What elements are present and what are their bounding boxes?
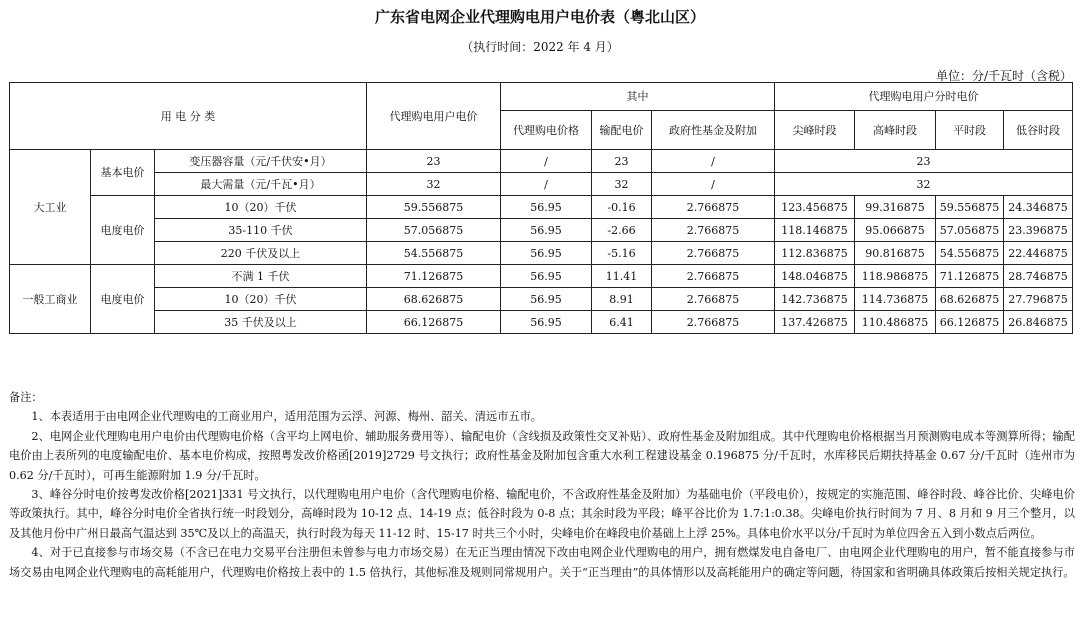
cell-transmission: 6.41 [592,311,652,334]
row-label: 220 千伏及以上 [155,242,367,265]
table-row [10,242,1073,265]
cell-valley: 27.796875 [1004,288,1073,311]
header-category: 用 电 分 类 [10,83,367,150]
cell-user-price: 68.626875 [367,288,501,311]
cell-fund: 2.766875 [652,288,775,311]
cell-transmission: 32 [592,173,652,196]
note-item-4: 4、对于已直接参与市场交易（不含已在电力交易平台注册但未曾参与电力市场交易）在无正当理由情况下改由电网企业代理购电的用户，拥有燃煤发电自备电厂、由电网企业代理购电的用户，暂不能直接参与市场交易由电网企业代理购电的高耗能用户，代理购电价格按上表中的 1.5 倍执行，其他标准及规则同常规用户。关于“正当理由”的具体情形以及高耗能用户的确定等问题，待国家和省明确具体政策后按相关规定执行。 [9,546,1075,579]
cell-flat: 66.126875 [936,311,1004,334]
cell-transmission: -5.16 [592,242,652,265]
row-label: 最大需量（元/千瓦•月） [155,173,367,196]
cell-flat: 68.626875 [936,288,1004,311]
cell-valley: 26.846875 [1004,311,1073,334]
cell-valley: 23.396875 [1004,219,1073,242]
cell-fund: 2.766875 [652,196,775,219]
row-label: 变压器容量（元/千伏安•月） [155,150,367,173]
cell-flat: 59.556875 [936,196,1004,219]
cell-fund: / [652,150,775,173]
cell-flat: 57.056875 [936,219,1004,242]
row-label: 35-110 千伏 [155,219,367,242]
header-flat: 平时段 [936,111,1004,150]
cell-peak: 114.736875 [855,288,936,311]
cell-peak-sharp: 148.046875 [775,265,855,288]
cell-peak-sharp: 118.146875 [775,219,855,242]
cell-peak: 95.066875 [855,219,936,242]
group-general-commercial: 一般工商业 [10,265,91,334]
cell-fund: 2.766875 [652,219,775,242]
note-item-1: 1、本表适用于由电网企业代理购电的工商业用户，适用范围为云浮、河源、梅州、韶关、清远市五市。 [31,410,542,424]
table-row [10,311,1073,334]
cell-user-price: 59.556875 [367,196,501,219]
note-item-3: 3、峰谷分时电价按粤发改价格[2021]331 号文执行，以代理购电用户电价（含代理购电价格、输配电价，不含政府性基金及附加）为基础电价（平段电价），按规定的实施范围、峰谷时段、峰谷比价、尖峰电价等政策执行。其中，峰谷分时电价全省执行统一时段划分，高峰时段为 10-12 点、14-19 点；低谷时段为 0-8 点；其余时段为平段；峰平谷比价为 1.7:1:0.38。尖峰电价执行时间为 7 月、8 月和 9 月三个整月，以及其他月份中广州日最高气温达到 35℃及以上的高温天，执行时段为每天 11-12 时、15-17 时共三个小时，尖峰电价在峰段电价基础上上浮 25%。具体电价水平以分/千瓦时为单位四舍五入到小数点后两位。 [9,488,1075,540]
cell-proxy: 56.95 [501,196,592,219]
cell-fund: 2.766875 [652,265,775,288]
cell-peak-sharp: 123.456875 [775,196,855,219]
cell-transmission: 8.91 [592,288,652,311]
cell-tou-merged: 32 [775,173,1073,196]
cell-proxy: 56.95 [501,311,592,334]
cell-peak: 110.486875 [855,311,936,334]
price-table [9,82,1073,334]
cell-user-price: 54.556875 [367,242,501,265]
cell-transmission: 23 [592,150,652,173]
row-label: 35 千伏及以上 [155,311,367,334]
header-peak-sharp: 尖峰时段 [775,111,855,150]
cell-proxy: 56.95 [501,265,592,288]
cell-transmission: -2.66 [592,219,652,242]
execution-time: （执行时间：2022 年 4 月） [461,40,619,54]
cell-flat: 71.126875 [936,265,1004,288]
cell-proxy: / [501,173,592,196]
header-peak: 高峰时段 [855,111,936,150]
cell-user-price: 32 [367,173,501,196]
table-row [10,173,1073,196]
row-label: 10（20）千伏 [155,196,367,219]
cell-valley: 28.746875 [1004,265,1073,288]
header-user-price: 代理购电用户电价 [367,83,501,150]
cell-peak: 90.816875 [855,242,936,265]
header-of-which: 其中 [501,83,775,111]
header-fund: 政府性基金及附加 [652,111,775,150]
header-tou-group: 代理购电用户分时电价 [775,83,1073,111]
unit-label: 单位：分/千瓦时（含税） [935,69,1072,83]
cell-fund: 2.766875 [652,242,775,265]
table-row [10,219,1073,242]
cell-tou-merged: 23 [775,150,1073,173]
table-row [10,288,1073,311]
cell-user-price: 23 [367,150,501,173]
cell-transmission: 11.41 [592,265,652,288]
header-proxy-price: 代理购电价格 [501,111,592,150]
row-label: 10（20）千伏 [155,288,367,311]
notes-heading: 备注： [9,391,43,404]
cell-user-price: 66.126875 [367,311,501,334]
cell-peak-sharp: 142.736875 [775,288,855,311]
cell-fund: / [652,173,775,196]
cell-peak: 118.986875 [855,265,936,288]
table-row [10,196,1073,219]
cell-peak-sharp: 137.426875 [775,311,855,334]
cell-peak-sharp: 112.836875 [775,242,855,265]
notes-section [9,388,1075,582]
note-item-2: 2、电网企业代理购电用户电价由代理购电价格（含平均上网电价、辅助服务费用等）、输配电价（含线损及政策性交叉补贴）、政府性基金及附加组成。其中代理购电价格根据当月预测购电成本等测算所得；输配电价由上表所列的电度输配电价、基本电价构成，按照粤发改价格函[2019]2729 号文执行；政府性基金及附加包含重大水利工程建设基金 0.196875 分/千瓦时，水库移民后期扶持基金 0.67 分/千瓦时（连州市为 0.62 分/千瓦时），可再生能源附加 1.9 分/千瓦时。 [9,429,1075,482]
header-transmission: 输配电价 [592,111,652,150]
cell-user-price: 57.056875 [367,219,501,242]
cell-proxy: 56.95 [501,242,592,265]
group-basic-price: 基本电价 [91,150,155,196]
row-label: 不满 1 千伏 [155,265,367,288]
cell-transmission: -0.16 [592,196,652,219]
cell-proxy: / [501,150,592,173]
table-row [10,265,1073,288]
page-title: 广东省电网企业代理购电用户电价表（粤北山区） [374,8,705,26]
cell-valley: 22.446875 [1004,242,1073,265]
cell-proxy: 56.95 [501,219,592,242]
table-row [10,150,1073,173]
group-large-industry: 大工业 [10,150,91,265]
cell-valley: 24.346875 [1004,196,1073,219]
header-valley: 低谷时段 [1004,111,1073,150]
cell-flat: 54.556875 [936,242,1004,265]
group-energy-price: 电度电价 [91,196,155,265]
cell-fund: 2.766875 [652,311,775,334]
cell-proxy: 56.95 [501,288,592,311]
cell-user-price: 71.126875 [367,265,501,288]
cell-peak: 99.316875 [855,196,936,219]
group-energy-price-general: 电度电价 [91,265,155,334]
